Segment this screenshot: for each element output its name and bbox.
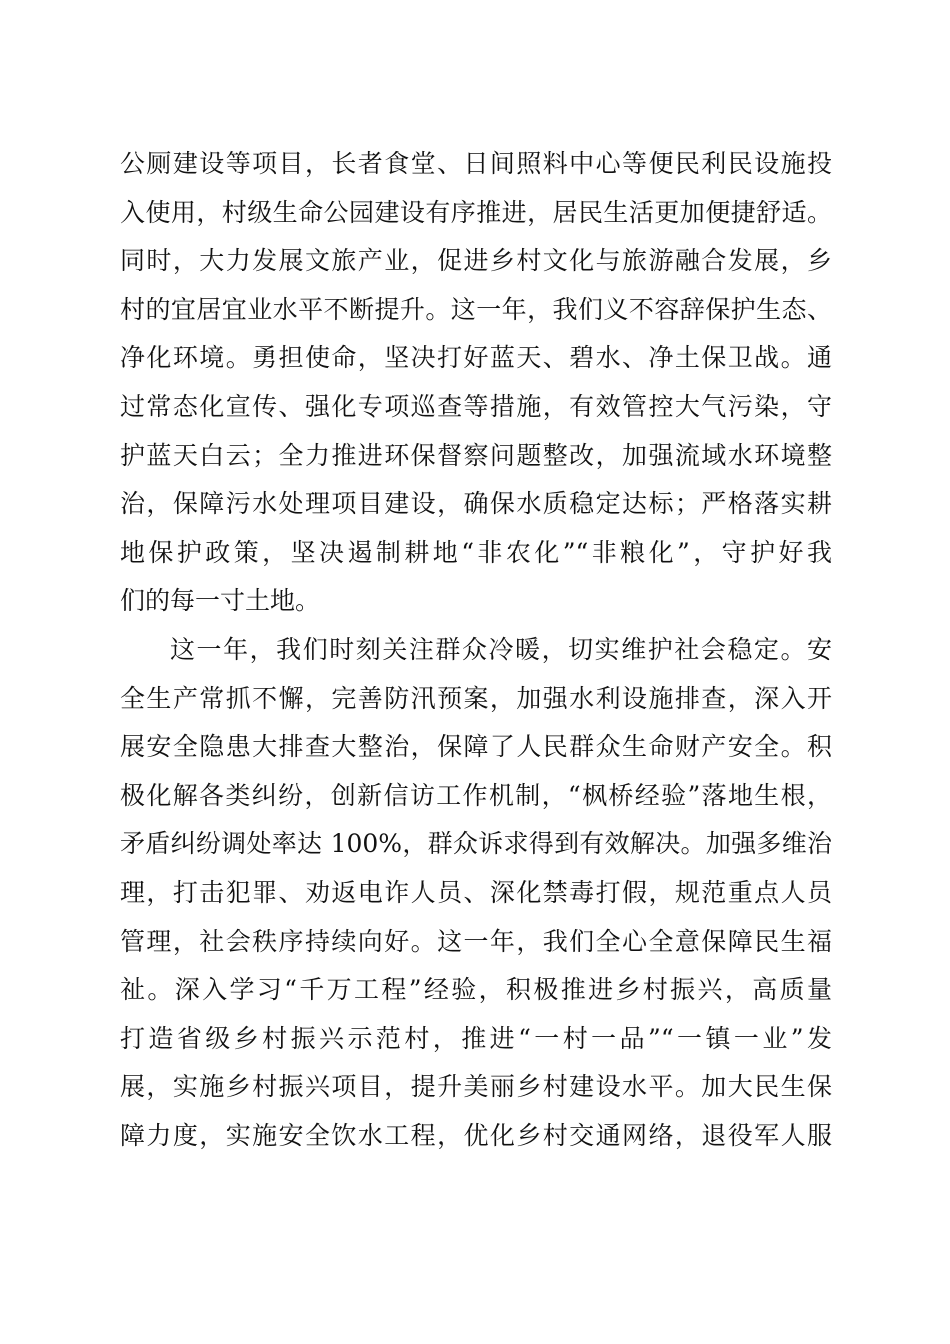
text-line: 们的每一寸土地。 [120,586,321,616]
text-line: 展安全隐患大排查大整治，保障了人民群众生命财产安全。积 [120,732,832,762]
text-line: 治，保障污水处理项目建设，确保水质稳定达标；严格落实耕 [120,489,832,519]
text-line: 地保护政策，坚决遏制耕地“非农化”“非粮化”，守护好我 [120,537,832,567]
paragraph-1 [120,140,832,626]
text-line: 这一年，我们时刻关注群众冷暖，切实维护社会稳定。安 [170,634,832,664]
text-line: 打造省级乡村振兴示范村，推进“一村一品”“一镇一业”发 [120,1023,832,1053]
text-line: 村的宜居宜业水平不断提升。这一年，我们义不容辞保护生态、 [120,294,832,324]
paragraph-2 [120,626,832,1161]
text-line: 祉。深入学习“千万工程”经验，积极推进乡村振兴，高质量 [120,975,832,1005]
text-line: 入使用，村级生命公园建设有序推进，居民生活更加便捷舒适。 [120,197,832,227]
body-text [120,140,832,1160]
text-line: 障力度，实施安全饮水工程，优化乡村交通网络，退役军人服 [120,1120,832,1150]
text-line: 极化解各类纠纷，创新信访工作机制，“枫桥经验”落地生根， [120,780,832,810]
text-line: 管理，社会秩序持续向好。这一年，我们全心全意保障民生福 [120,926,832,956]
text-line: 展，实施乡村振兴项目，提升美丽乡村建设水平。加大民生保 [120,1072,832,1102]
text-line: 过常态化宣传、强化专项巡查等措施，有效管控大气污染，守 [120,391,832,421]
text-line: 净化环境。勇担使命，坚决打好蓝天、碧水、净土保卫战。通 [120,343,832,373]
text-line: 全生产常抓不懈，完善防汛预案，加强水利设施排查，深入开 [120,683,832,713]
text-line: 公厕建设等项目，长者食堂、日间照料中心等便民利民设施投 [120,149,832,178]
text-line: 理，打击犯罪、劝返电诈人员、深化禁毒打假，规范重点人员 [120,877,832,907]
text-line: 同时，大力发展文旅产业，促进乡村文化与旅游融合发展，乡 [120,246,832,276]
text-line: 矛盾纠纷调处率达 100%，群众诉求得到有效解决。加强多维治 [120,829,832,859]
text-line: 护蓝天白云；全力推进环保督察问题整改，加强流域水环境整 [120,440,832,470]
